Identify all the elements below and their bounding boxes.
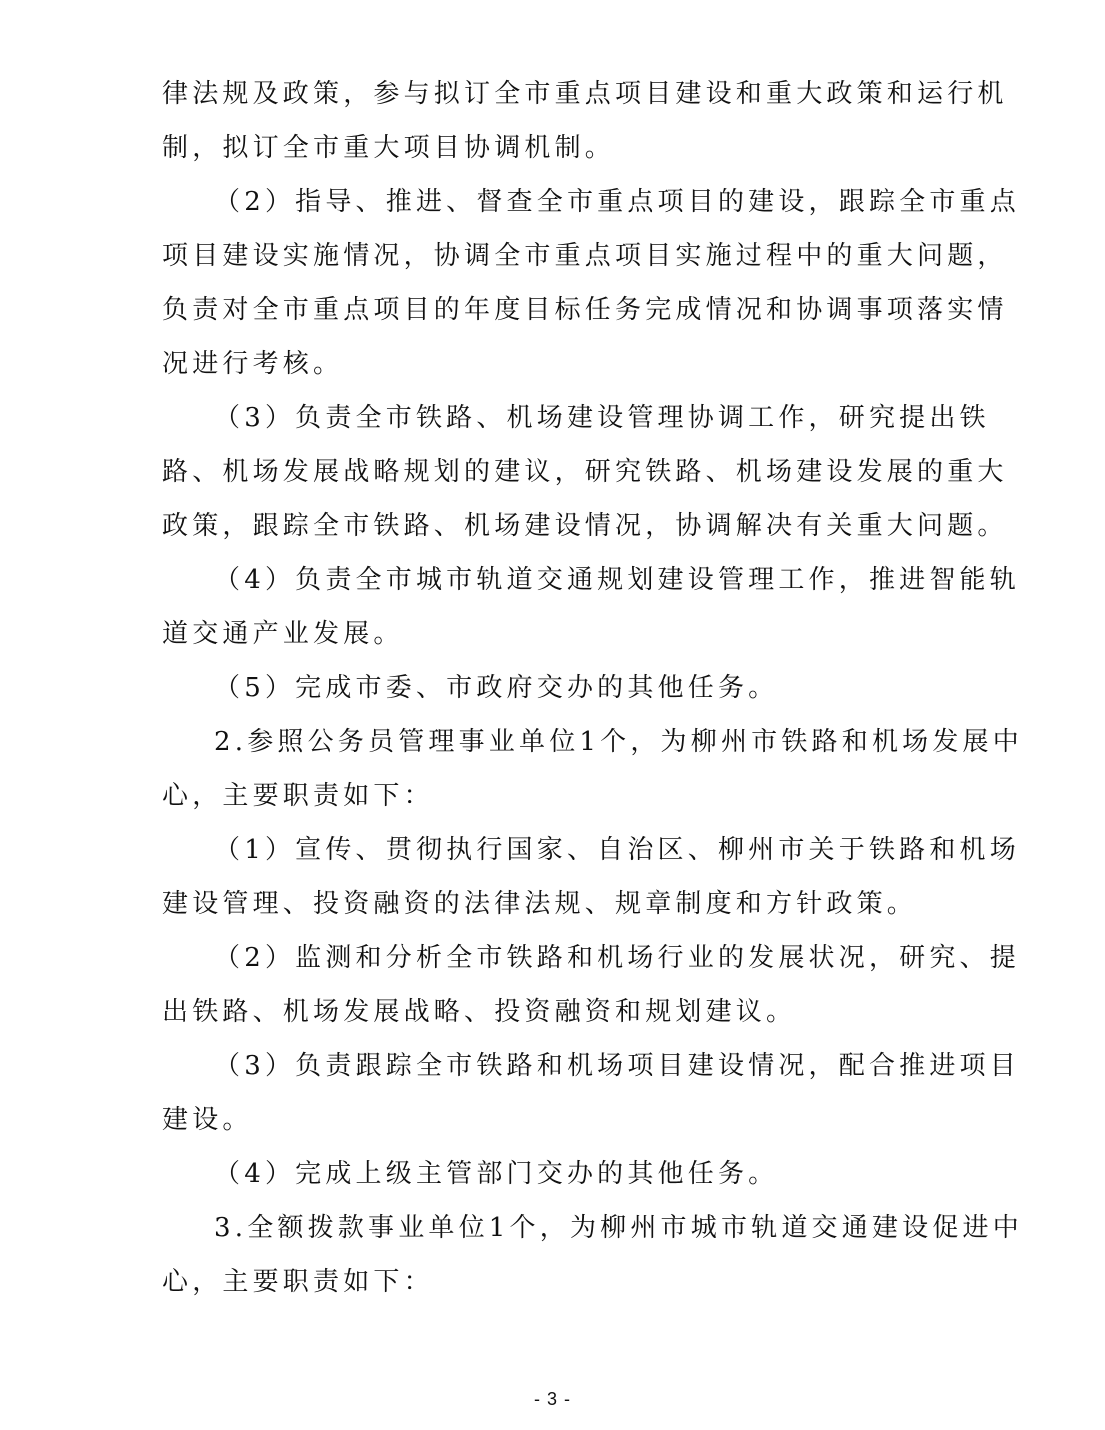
text-line: 况进行考核。	[162, 349, 344, 379]
text-line: 制，拟订全市重大项目协调机制。	[162, 133, 616, 163]
text-line: （1）宣传、贯彻执行国家、自治区、柳州市关于铁路和机场	[214, 835, 1020, 865]
text-line: 建设管理、投资融资的法律法规、规章制度和方针政策。	[162, 889, 918, 919]
text-line: （2）指导、推进、督查全市重点项目的建设，跟踪全市重点	[214, 187, 1020, 217]
text-line: 心，主要职责如下：	[162, 1267, 434, 1297]
text-line: （3）负责跟踪全市铁路和机场项目建设情况，配合推进项目	[214, 1051, 1020, 1081]
text-line: 负责对全市重点项目的年度目标任务完成情况和协调事项落实情	[162, 295, 1008, 325]
text-line: （4）完成上级主管部门交办的其他任务。	[214, 1159, 779, 1189]
text-line: 政策，跟踪全市铁路、机场建设情况，协调解决有关重大问题。	[162, 511, 1008, 541]
text-line: 心，主要职责如下：	[162, 781, 434, 811]
text-line: 2.参照公务员管理事业单位1个，为柳州市铁路和机场发展中	[214, 727, 1023, 757]
text-line: 项目建设实施情况，协调全市重点项目实施过程中的重大问题，	[162, 241, 1008, 271]
text-line: 道交通产业发展。	[162, 619, 404, 649]
text-line: （4）负责全市城市轨道交通规划建设管理工作，推进智能轨	[214, 565, 1020, 595]
text-line: 律法规及政策，参与拟订全市重点项目建设和重大政策和运行机	[162, 79, 1008, 109]
text-line: 建设。	[162, 1105, 253, 1135]
page-number: - 3 -	[533, 1389, 571, 1409]
text-line: （2）监测和分析全市铁路和机场行业的发展状况，研究、提	[214, 943, 1020, 973]
text-line: 出铁路、机场发展战略、投资融资和规划建议。	[162, 997, 797, 1027]
text-line: 3.全额拨款事业单位1个，为柳州市城市轨道交通建设促进中	[214, 1213, 1023, 1243]
text-line: （5）完成市委、市政府交办的其他任务。	[214, 673, 779, 703]
text-line: （3）负责全市铁路、机场建设管理协调工作，研究提出铁	[214, 403, 990, 433]
text-line: 路、机场发展战略规划的建议，研究铁路、机场建设发展的重大	[162, 457, 1008, 487]
